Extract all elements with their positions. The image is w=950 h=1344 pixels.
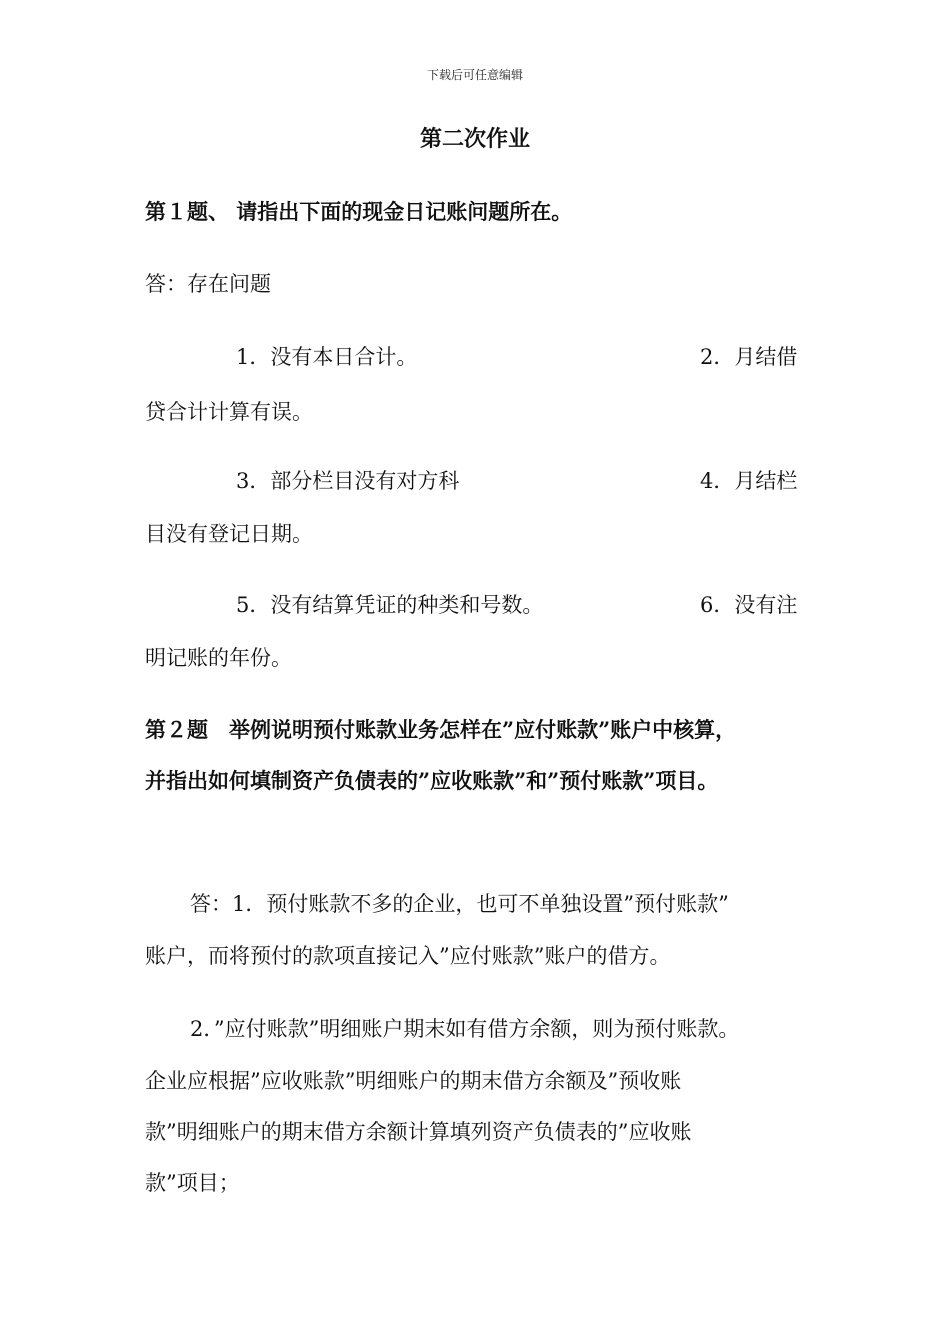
answer-2-p1-line-1: 答：1．预付账款不多的企业，也可不单独设置”预付账款” [190,892,729,916]
answer-2-p2-line-2: 企业应根据”应收账款”明细账户的期末借方余额及”预收账 [145,1069,682,1093]
answer-2-p2-line-3: 款”明细账户的期末借方余额计算填列资产负债表的”应收账 [145,1120,692,1144]
answer-2-p2-line-1: 2．”应付账款”明细账户期末如有借方余额，则为预付账款。 [190,1017,740,1041]
answer-1-item-6-cont: 明记账的年份。 [145,646,292,670]
answer-1-item-3: 3．部分栏目没有对方科 [236,469,460,493]
answer-1-item-6-start: 6．没有注 [700,593,798,617]
answer-1-item-2-cont: 贷合计计算有误。 [145,400,313,424]
answer-1-item-1: 1．没有本日合计。 [236,345,418,369]
answer-1-item-5: 5．没有结算凭证的种类和号数。 [236,593,544,617]
answer-1-intro: 答：存在问题 [145,272,271,296]
question-2-line-1: 第２题 举例说明预付账款业务怎样在”应付账款”账户中核算， [145,717,737,742]
answer-1-item-4-cont: 目没有登记日期。 [145,522,313,546]
question-1: 第１题、 请指出下面的现金日记账问题所在。 [145,199,573,224]
answer-1-item-4-start: 4．月结栏 [700,469,798,493]
answer-1-item-2-start: 2．月结借 [700,345,798,369]
question-2-line-2: 并指出如何填制资产负债表的”应收账款”和”预付账款”项目。 [145,768,719,793]
answer-2-p1-line-2: 账户，而将预付的款项直接记入”应付账款”账户的借方。 [145,944,671,968]
page-header: 下载后可任意编辑 [426,68,523,82]
answer-2-p2-line-4: 款”项目； [145,1171,240,1195]
document-title: 第二次作业 [419,126,530,152]
